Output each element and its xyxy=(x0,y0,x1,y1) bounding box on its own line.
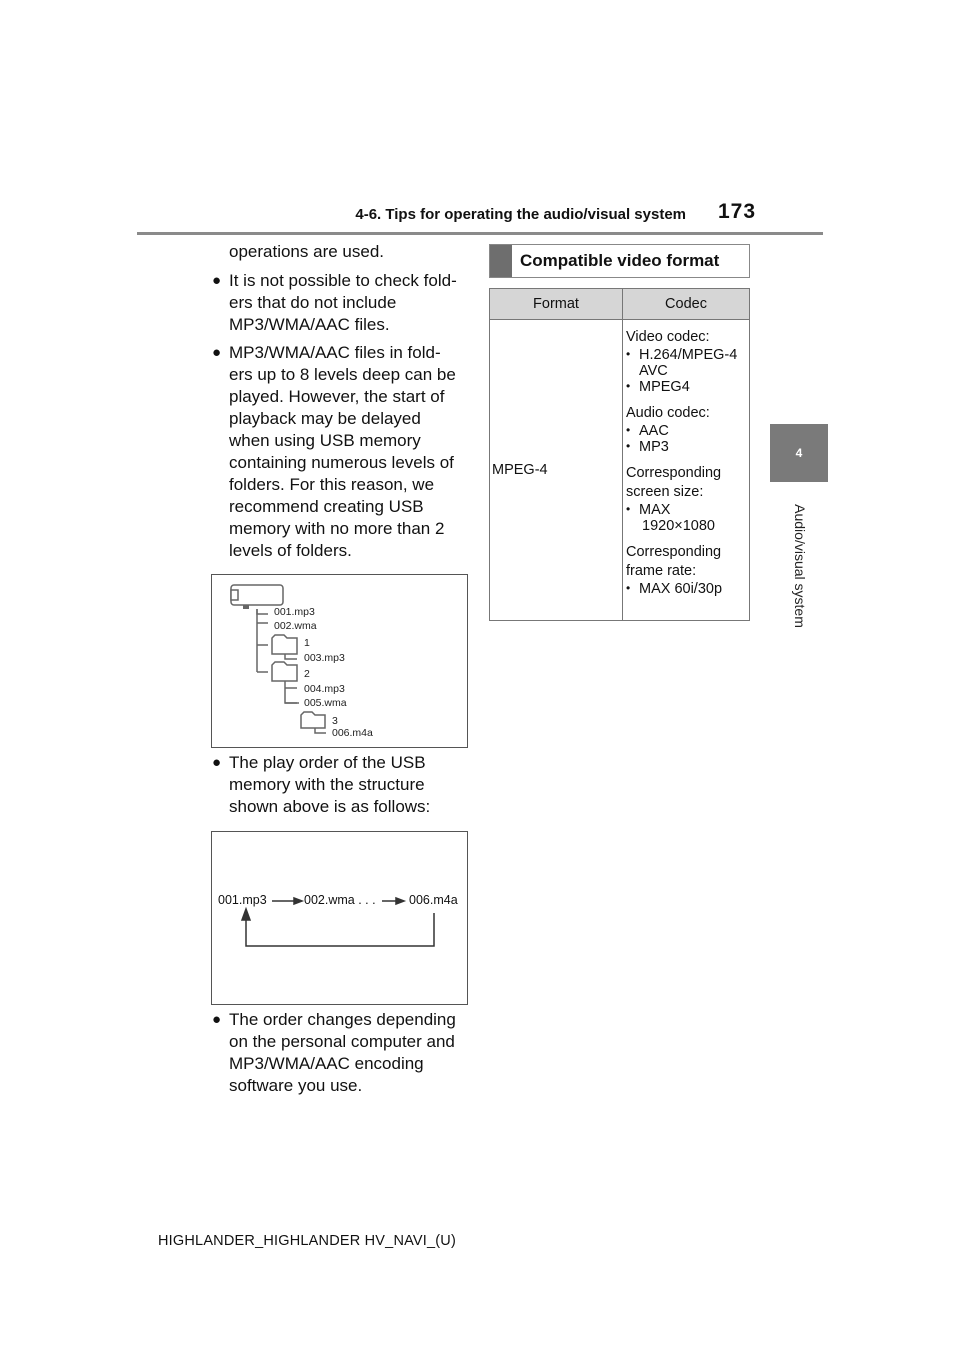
play-order-diagram xyxy=(212,832,467,1004)
chapter-label-text: Audio/visual system xyxy=(792,504,808,628)
video-format-heading xyxy=(489,244,750,278)
format-cell: MPEG-4 xyxy=(490,320,623,621)
codec-cell xyxy=(623,320,750,621)
item-text: AAC xyxy=(639,423,669,439)
play-order-figure xyxy=(211,831,468,1005)
text-line: ers up to 8 levels deep can be xyxy=(229,365,456,384)
text-line: played. However, the start of xyxy=(229,387,445,406)
bullet-dot-icon: • xyxy=(626,439,631,453)
text-line: playback may be delayed xyxy=(229,409,421,428)
tree-label: 001.mp3 xyxy=(274,606,315,618)
bullet-folders-check xyxy=(212,270,472,336)
item-text: AVC xyxy=(639,363,668,379)
text-line: recommend creating USB xyxy=(229,497,424,516)
bullet-dot-icon: ● xyxy=(212,272,222,289)
col-codec: Codec xyxy=(623,289,750,320)
tree-label: 005.wma xyxy=(304,697,347,709)
col-format: Format xyxy=(490,289,623,320)
video-format-table xyxy=(489,288,750,621)
screen-size-label: Corresponding xyxy=(626,465,722,481)
text-line: software you use. xyxy=(229,1076,363,1095)
item-text: MP3 xyxy=(639,439,669,455)
list-item xyxy=(626,347,749,363)
chapter-number: 4 xyxy=(795,446,803,460)
item-text: MAX 60i/30p xyxy=(639,581,723,597)
folder-icon xyxy=(272,662,297,681)
bullet-dot-icon: • xyxy=(626,379,631,393)
footer-model-code: HIGHLANDER_HIGHLANDER HV_NAVI_(U) xyxy=(158,1233,457,1249)
text-line: MP3/WMA/AAC files. xyxy=(229,315,390,334)
list-item xyxy=(626,518,749,534)
bullet-dot-icon: • xyxy=(626,347,631,361)
list-item xyxy=(626,502,749,518)
screen-size-label: screen size: xyxy=(626,484,704,500)
list-item xyxy=(626,379,749,395)
list-item xyxy=(626,581,749,597)
bullet-dot-icon: • xyxy=(626,581,631,595)
text-line: MP3/WMA/AAC files in fold- xyxy=(229,343,441,362)
table-header-row xyxy=(490,289,750,320)
folder-icon xyxy=(301,712,325,728)
text-line: containing numerous levels of xyxy=(229,453,454,472)
item-text: MAX xyxy=(639,502,671,518)
video-codec-label: Video codec: xyxy=(626,329,710,345)
item-text: H.264/MPEG-4 xyxy=(639,347,738,363)
tree-label: 002.wma xyxy=(274,620,317,632)
text-line: folders. For this reason, we xyxy=(229,475,435,494)
item-text: 1920×1080 xyxy=(642,518,715,534)
tree-label: 003.mp3 xyxy=(304,652,345,664)
page-number: 173 xyxy=(718,200,757,223)
section-heading-text: Compatible video format xyxy=(520,251,720,270)
list-item xyxy=(626,423,749,439)
arrow-right-icon xyxy=(396,898,404,904)
text-line: when using USB memory xyxy=(229,431,421,450)
text-line: ers that do not include xyxy=(229,293,397,312)
order-middle: 002.wma . . . xyxy=(304,893,376,907)
text-line: The play order of the USB xyxy=(229,753,426,772)
item-text: MPEG4 xyxy=(639,379,690,395)
tree-label: 3 xyxy=(332,715,338,727)
bullet-folder-levels xyxy=(212,342,472,562)
table-row xyxy=(490,320,750,621)
tree-label: 004.mp3 xyxy=(304,683,345,695)
text-line: MP3/WMA/AAC encoding xyxy=(229,1054,424,1073)
header-rule xyxy=(137,232,823,235)
bullet-dot-icon: ● xyxy=(212,344,222,361)
bullet-dot-icon: • xyxy=(626,502,631,516)
audio-codec-label: Audio codec: xyxy=(626,405,710,421)
tree-label: 2 xyxy=(304,668,310,680)
usb-memory-icon xyxy=(231,585,283,605)
frame-rate-label: Corresponding xyxy=(626,544,722,560)
bullet-dot-icon: ● xyxy=(212,1011,222,1028)
text-line: shown above is as follows: xyxy=(229,797,431,816)
list-item xyxy=(626,363,749,379)
section-title: 4-6. Tips for operating the audio/visual system xyxy=(355,206,686,223)
continued-text: operations are used. xyxy=(229,242,384,261)
text-line: The order changes depending xyxy=(229,1010,456,1029)
text-line: on the personal computer and xyxy=(229,1032,455,1051)
text-line: It is not possible to check fold- xyxy=(229,271,457,290)
section-marker xyxy=(490,245,512,277)
bullet-dot-icon: ● xyxy=(212,754,222,771)
arrow-right-icon xyxy=(294,898,302,904)
text-line: levels of folders. xyxy=(229,541,352,560)
bullet-play-order xyxy=(212,752,472,818)
chapter-tab[interactable] xyxy=(770,424,828,482)
text-line: memory with no more than 2 xyxy=(229,519,445,538)
tree-label: 006.m4a xyxy=(332,727,373,739)
text-line: memory with the structure xyxy=(229,775,425,794)
order-last: 006.m4a xyxy=(409,893,458,907)
bullet-dot-icon: • xyxy=(626,423,631,437)
list-item xyxy=(626,439,749,455)
arrow-up-icon xyxy=(242,909,250,920)
frame-rate-label: frame rate: xyxy=(626,563,697,579)
chapter-label xyxy=(790,492,810,652)
order-first: 001.mp3 xyxy=(218,893,267,907)
bullet-order-changes xyxy=(212,1009,474,1097)
tree-label: 1 xyxy=(304,637,310,649)
folder-tree-figure xyxy=(211,574,468,748)
folder-icon xyxy=(272,635,297,654)
